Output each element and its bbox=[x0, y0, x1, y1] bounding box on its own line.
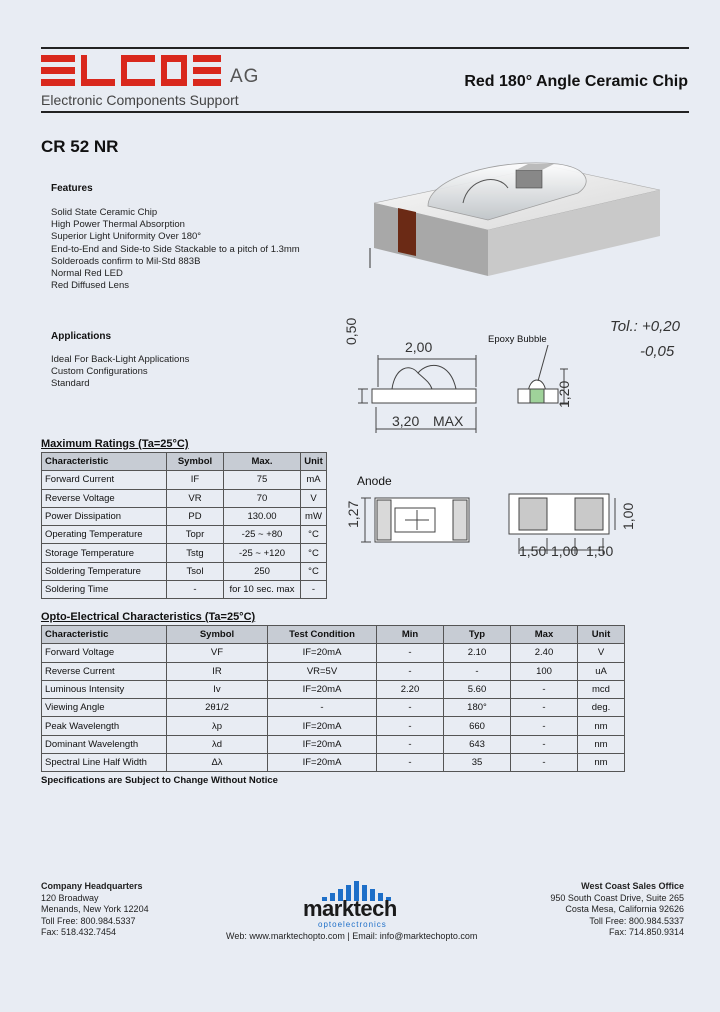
application-item: Ideal For Back-Light Applications bbox=[51, 354, 190, 365]
tolerance-plus: Tol.: +0,20 bbox=[610, 318, 680, 335]
application-item: Standard bbox=[51, 378, 90, 390]
column-header: Symbol bbox=[167, 453, 224, 471]
cell: 5.60 bbox=[444, 680, 511, 698]
max-ratings-title: Maximum Ratings (Ta=25°C) bbox=[41, 438, 189, 450]
cell: - bbox=[377, 662, 444, 680]
cell: IR bbox=[167, 662, 268, 680]
cell: 643 bbox=[444, 735, 511, 753]
cell: V bbox=[301, 489, 327, 507]
dim-max: MAX bbox=[433, 413, 464, 429]
table-row bbox=[42, 699, 625, 717]
cell: 180° bbox=[444, 699, 511, 717]
table-header-row bbox=[42, 453, 327, 471]
cell: - bbox=[511, 680, 578, 698]
cell: - bbox=[377, 754, 444, 772]
cell: Storage Temperature bbox=[42, 544, 167, 562]
cell: 2.40 bbox=[511, 644, 578, 662]
marktech-logo: marktech bbox=[303, 896, 397, 921]
table-row bbox=[42, 754, 625, 772]
max-ratings-table bbox=[41, 452, 327, 599]
cell: 2.10 bbox=[444, 644, 511, 662]
column-header: Min bbox=[377, 626, 444, 644]
feature-item: Normal Red LED bbox=[51, 268, 123, 280]
cell: - bbox=[377, 644, 444, 662]
hq-line: Menands, New York 12204 bbox=[41, 904, 149, 914]
table-row bbox=[42, 562, 327, 580]
cell: -25 ~ +80 bbox=[224, 526, 301, 544]
cell: IF=20mA bbox=[268, 717, 377, 735]
cell: - bbox=[511, 735, 578, 753]
features-list bbox=[51, 207, 300, 292]
cell: Tsol bbox=[167, 562, 224, 580]
cell: °C bbox=[301, 562, 327, 580]
cell: 250 bbox=[224, 562, 301, 580]
cell: Dominant Wavelength bbox=[42, 735, 167, 753]
cell: Forward Current bbox=[42, 471, 167, 489]
cell: 2θ1/2 bbox=[167, 699, 268, 717]
dim-bottom-c: 1,50 bbox=[586, 543, 614, 559]
company-subtitle: Electronic Components Support bbox=[41, 92, 239, 108]
cell: Soldering Time bbox=[42, 581, 167, 599]
cell: λp bbox=[167, 717, 268, 735]
table-row bbox=[42, 581, 327, 599]
cell: nm bbox=[578, 754, 625, 772]
opto-title: Opto-Electrical Characteristics (Ta=25°C) bbox=[41, 611, 256, 623]
cell: Spectral Line Half Width bbox=[42, 754, 167, 772]
dim-width: 1,27 bbox=[345, 500, 361, 528]
logo-suffix: AG bbox=[230, 66, 260, 87]
epoxy-label: Epoxy Bubble bbox=[488, 334, 547, 345]
footer-contact: Web: www.marktechopto.com | Email: info@marktechopto.com bbox=[226, 931, 478, 941]
cell: V bbox=[578, 644, 625, 662]
table-row bbox=[42, 662, 625, 680]
feature-item: Superior Light Uniformity Over 180° bbox=[51, 231, 202, 243]
column-header: Symbol bbox=[167, 626, 268, 644]
cell: mcd bbox=[578, 680, 625, 698]
table-row bbox=[42, 471, 327, 489]
hq-heading: Company Headquarters bbox=[41, 881, 143, 891]
column-header: Test Condition bbox=[268, 626, 377, 644]
cell: Soldering Temperature bbox=[42, 562, 167, 580]
cell: Topr bbox=[167, 526, 224, 544]
cell: - bbox=[377, 735, 444, 753]
west-line: 950 South Coast Drive, Suite 265 bbox=[550, 892, 684, 903]
cell: VR=5V bbox=[268, 662, 377, 680]
hq-line: Toll Free: 800.984.5337 bbox=[41, 915, 136, 926]
west-line: Toll Free: 800.984.5337 bbox=[589, 915, 684, 926]
features-heading: Features bbox=[51, 183, 93, 194]
column-header: Unit bbox=[578, 626, 625, 644]
cell: λd bbox=[167, 735, 268, 753]
cell: - bbox=[511, 717, 578, 735]
cell: Iv bbox=[167, 680, 268, 698]
footer-hq bbox=[41, 881, 149, 939]
cell: Tstg bbox=[167, 544, 224, 562]
cell: mA bbox=[301, 471, 327, 489]
cell: mW bbox=[301, 507, 327, 525]
cell: Power Dissipation bbox=[42, 507, 167, 525]
cell: for 10 sec. max bbox=[224, 581, 301, 599]
table-row bbox=[42, 644, 625, 662]
dim-height: 0,50 bbox=[343, 317, 359, 345]
cell: Forward Voltage bbox=[42, 644, 167, 662]
cell: - bbox=[444, 662, 511, 680]
cell: - bbox=[377, 699, 444, 717]
cell: 130.00 bbox=[224, 507, 301, 525]
application-item: Custom Configurations bbox=[51, 366, 148, 378]
feature-item: Red Diffused Lens bbox=[51, 280, 129, 292]
table-row bbox=[42, 717, 625, 735]
dim-length: 3,20 bbox=[392, 413, 420, 429]
cell: IF=20mA bbox=[268, 754, 377, 772]
cell: - bbox=[301, 581, 327, 599]
cell: °C bbox=[301, 544, 327, 562]
column-header: Max. bbox=[224, 453, 301, 471]
cell: 2.20 bbox=[377, 680, 444, 698]
feature-item: Solderoads confirm to Mil-Std 883B bbox=[51, 255, 201, 267]
cell: VF bbox=[167, 644, 268, 662]
footer-west bbox=[550, 881, 684, 939]
cell: IF bbox=[167, 471, 224, 489]
cell: PD bbox=[167, 507, 224, 525]
cell: - bbox=[268, 699, 377, 717]
applications-list bbox=[51, 354, 189, 391]
feature-item: Solid State Ceramic Chip bbox=[51, 207, 158, 218]
west-line: Fax: 714.850.9314 bbox=[608, 927, 684, 937]
cell: deg. bbox=[578, 699, 625, 717]
west-line: Costa Mesa, California 92626 bbox=[565, 904, 684, 914]
dim-bottom-b: 1,00 bbox=[551, 543, 579, 559]
column-header: Unit bbox=[301, 453, 327, 471]
part-number: CR 52 NR bbox=[41, 137, 119, 156]
cell: °C bbox=[301, 526, 327, 544]
cell: IF=20mA bbox=[268, 735, 377, 753]
chip-illustration bbox=[368, 148, 668, 283]
cell: Operating Temperature bbox=[42, 526, 167, 544]
applications-heading: Applications bbox=[51, 331, 112, 342]
anode-label: Anode bbox=[357, 474, 392, 488]
product-title: Red 180° Angle Ceramic Chip bbox=[464, 73, 688, 90]
cell: - bbox=[377, 717, 444, 735]
cell: 100 bbox=[511, 662, 578, 680]
dim-pad: 1,00 bbox=[620, 502, 636, 530]
column-header: Typ bbox=[444, 626, 511, 644]
cell: 660 bbox=[444, 717, 511, 735]
cell: IF=20mA bbox=[268, 680, 377, 698]
table-row bbox=[42, 680, 625, 698]
elcos-logo bbox=[41, 55, 221, 87]
west-heading: West Coast Sales Office bbox=[581, 881, 684, 891]
table-header-row bbox=[42, 626, 625, 644]
top-view-drawing bbox=[345, 488, 475, 550]
table-row bbox=[42, 526, 327, 544]
cell: 70 bbox=[224, 489, 301, 507]
hq-line: Fax: 518.432.7454 bbox=[41, 927, 117, 937]
hq-line: 120 Broadway bbox=[41, 892, 99, 903]
cell: IF=20mA bbox=[268, 644, 377, 662]
column-header: Characteristic bbox=[42, 453, 167, 471]
opto-table bbox=[41, 625, 625, 772]
feature-item: High Power Thermal Absorption bbox=[51, 219, 185, 231]
top-rule bbox=[41, 47, 689, 49]
column-header: Max bbox=[511, 626, 578, 644]
cell: uA bbox=[578, 662, 625, 680]
header-rule bbox=[41, 111, 689, 113]
notice: Specifications are Subject to Change Without Notice bbox=[41, 775, 278, 786]
cell: nm bbox=[578, 717, 625, 735]
cell: Reverse Current bbox=[42, 662, 167, 680]
dim-top: 2,00 bbox=[405, 339, 433, 355]
table-row bbox=[42, 735, 625, 753]
cell: -25 ~ +120 bbox=[224, 544, 301, 562]
cell: - bbox=[511, 754, 578, 772]
cell: - bbox=[167, 581, 224, 599]
dim-side: 1,20 bbox=[556, 380, 572, 408]
cell: nm bbox=[578, 735, 625, 753]
cell: Luminous Intensity bbox=[42, 680, 167, 698]
cell: Peak Wavelength bbox=[42, 717, 167, 735]
marktech-sub: optoelectronics bbox=[318, 920, 387, 929]
cell: Reverse Voltage bbox=[42, 489, 167, 507]
tolerance-minus: -0,05 bbox=[640, 343, 675, 360]
column-header: Characteristic bbox=[42, 626, 167, 644]
cell: 75 bbox=[224, 471, 301, 489]
cell: 35 bbox=[444, 754, 511, 772]
cell: Viewing Angle bbox=[42, 699, 167, 717]
dim-bottom-a: 1,50 bbox=[519, 543, 547, 559]
table-row bbox=[42, 544, 327, 562]
table-row bbox=[42, 507, 327, 525]
cell: VR bbox=[167, 489, 224, 507]
footprint-drawing bbox=[505, 492, 635, 572]
cell: - bbox=[511, 699, 578, 717]
table-row bbox=[42, 489, 327, 507]
cell: Δλ bbox=[167, 754, 268, 772]
feature-item: End-to-End and Side-to Side Stackable to a pitch of 1.3mm bbox=[51, 243, 300, 255]
